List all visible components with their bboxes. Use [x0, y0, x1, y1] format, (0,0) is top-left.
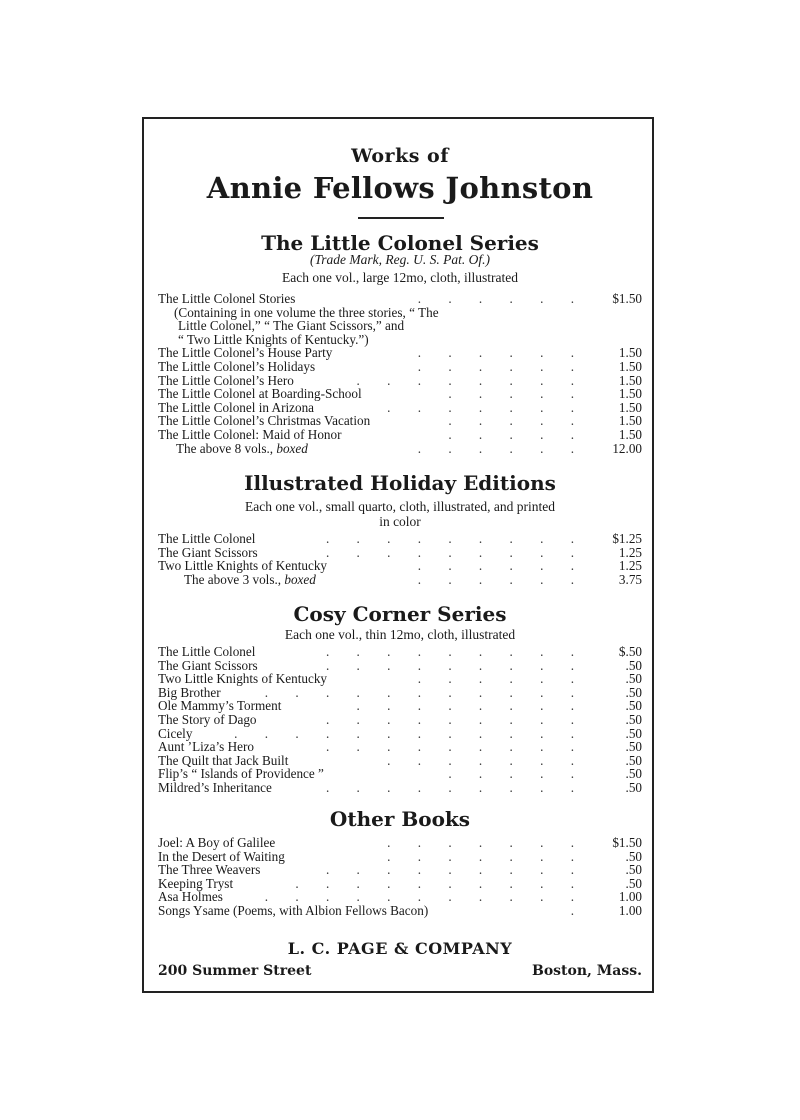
little-colonel-format-line: Each one vol., large 12mo, cloth, illustrated: [282, 270, 518, 285]
contents-note: [158, 306, 584, 347]
book-price: .50: [625, 766, 642, 782]
book-price: $.50: [618, 644, 642, 659]
book-title: Ole Mammy’s Torment: [158, 698, 282, 714]
book-price: $1.50: [612, 291, 642, 306]
book-title: The Three Weavers: [158, 862, 261, 878]
book-title: The Little Colonel’s House Party: [158, 345, 333, 361]
list-item: [158, 414, 642, 428]
list-item: [158, 699, 642, 713]
book-title: The Little Colonel’s Holidays: [158, 358, 316, 374]
boxed-word: boxed: [276, 440, 308, 456]
list-item: [158, 740, 642, 754]
book-price: 1.25: [618, 544, 642, 560]
title-rule: [358, 217, 444, 219]
book-price: .50: [625, 657, 642, 673]
note-line: Little Colonel,” “ The Giant Scissors,” and: [178, 318, 405, 334]
list-item: [158, 645, 642, 659]
book-price: 12.00: [612, 440, 642, 456]
dot-leader: . . . . . . .: [387, 849, 586, 864]
book-price: 3.75: [618, 571, 642, 587]
dot-leader: . . . . . .: [417, 572, 586, 587]
dot-leader: . . . . . . . . . . . .: [234, 726, 586, 741]
list-item: [158, 387, 642, 401]
book-price: 1.00: [618, 889, 642, 905]
list-item: [158, 767, 642, 781]
book-title: In the Desert of Waiting: [158, 848, 285, 864]
other-books-list: [158, 836, 642, 918]
book-price: .50: [625, 671, 642, 687]
dot-leader: . . . . . .: [417, 359, 586, 374]
list-item-boxed-set: [158, 573, 642, 587]
book-price: 1.50: [618, 345, 642, 361]
publisher-city: Boston, Mass.: [532, 963, 642, 979]
cosy-corner-format-line: Each one vol., thin 12mo, cloth, illustrated: [284, 627, 516, 642]
dot-leader: . . . . .: [448, 414, 586, 428]
list-item: [158, 546, 642, 560]
dot-leader: . . . . .: [448, 427, 586, 442]
book-title: Two Little Knights of Kentucky: [158, 671, 328, 687]
book-title: The Little Colonel’s Hero: [158, 372, 294, 388]
dot-leader: . . . . . . . .: [356, 699, 586, 713]
list-item: [158, 346, 642, 360]
list-item: [158, 754, 642, 768]
list-item: [158, 781, 642, 795]
dot-leader: . . . . . .: [417, 346, 586, 360]
dot-leader: . . . . . . . . .: [325, 658, 586, 673]
author-heading: Annie Fellows Johnston: [206, 171, 594, 205]
book-title: Two Little Knights of Kentucky: [158, 558, 328, 574]
book-price: .50: [625, 739, 642, 755]
dot-leader: . . . . . .: [417, 441, 586, 456]
little-colonel-series-title: The Little Colonel Series: [261, 231, 539, 255]
dot-leader: . . . . . . . . . .: [295, 876, 586, 891]
list-item: [158, 360, 642, 374]
note-line: (Containing in one volume the three stories, “ The: [174, 304, 439, 320]
list-item: [158, 686, 642, 700]
book-price: .50: [625, 848, 642, 864]
little-colonel-list: [158, 292, 642, 455]
list-item: [158, 401, 642, 415]
holiday-format-line-2: in color: [379, 514, 421, 529]
book-title: The Little Colonel: [158, 531, 256, 546]
dot-leader: . . . . . . .: [387, 836, 586, 850]
other-books-title: Other Books: [329, 807, 471, 831]
dot-leader: . . . . .: [448, 387, 586, 401]
book-price: 1.00: [618, 902, 642, 918]
dot-leader: . . . . . . . . .: [325, 712, 586, 727]
book-price: .50: [625, 752, 642, 768]
dot-leader: . . . . . . . . . . .: [264, 890, 586, 904]
boxed-word: boxed: [284, 571, 316, 587]
book-price: 1.50: [618, 372, 642, 388]
book-price: .50: [625, 698, 642, 714]
book-price: 1.50: [618, 358, 642, 374]
list-item: [158, 672, 642, 686]
book-price: .50: [625, 875, 642, 891]
dot-leader: . . . . . .: [417, 559, 586, 573]
dot-leader: . . . . . . . . .: [325, 863, 586, 877]
list-item: [158, 836, 642, 850]
list-item: [158, 877, 642, 891]
dot-leader: . . . . . . . . .: [325, 780, 586, 795]
list-item-boxed-set: [158, 442, 642, 456]
book-price: 1.50: [618, 386, 642, 402]
dot-leader: . . . . . . . . .: [325, 645, 586, 659]
list-item: [158, 850, 642, 864]
cosy-corner-list: [158, 645, 642, 795]
list-item: [158, 904, 642, 918]
book-price: .50: [625, 684, 642, 700]
works-of-heading: Works of: [351, 145, 449, 167]
book-title: The Giant Scissors: [158, 544, 258, 560]
dot-leader: . . . . .: [448, 767, 586, 781]
book-price: 1.25: [618, 558, 642, 574]
boxed-set-label: The above 8 vols.,: [176, 440, 274, 456]
dot-leader: . . . . . . .: [387, 753, 586, 768]
book-title: Big Brother: [158, 684, 221, 700]
dot-leader: . . . . . . . . .: [325, 740, 586, 754]
book-title: The Little Colonel at Boarding-School: [158, 386, 362, 402]
book-title: The Story of Dago: [158, 711, 257, 727]
book-price: 1.50: [618, 413, 642, 429]
book-title: The Little Colonel’s Christmas Vacation: [158, 413, 371, 429]
list-item: [158, 727, 642, 741]
publisher-name: L. C. PAGE & COMPANY: [287, 939, 513, 958]
cosy-corner-series-title: Cosy Corner Series: [293, 602, 507, 626]
dot-leader: . . . . . . . . . . .: [264, 685, 586, 700]
book-price: 1.50: [618, 426, 642, 442]
book-title: Keeping Tryst: [158, 875, 234, 891]
book-title: Mildred’s Inheritance: [158, 779, 272, 795]
book-title: Asa Holmes: [158, 889, 223, 905]
book-title: The Little Colonel: [158, 644, 256, 659]
book-price: .50: [625, 711, 642, 727]
dot-leader: . . . . . .: [417, 672, 586, 686]
list-item: [158, 428, 642, 442]
book-title: Cicely: [158, 725, 193, 741]
holiday-editions-title: Illustrated Holiday Editions: [244, 471, 556, 495]
book-price: $1.25: [612, 531, 642, 546]
dot-leader: . . . . . . . . .: [325, 545, 586, 560]
list-item: [158, 292, 642, 306]
note-line: “ Two Little Knights of Kentucky.”): [178, 331, 369, 347]
book-price: 1.50: [618, 399, 642, 415]
book-title: Joel: A Boy of Galilee: [158, 835, 276, 850]
dot-leader: . . . . . . . .: [356, 373, 586, 388]
list-item: [158, 559, 642, 573]
publisher-address: [158, 963, 642, 979]
book-title: The Little Colonel: Maid of Honor: [158, 426, 342, 442]
book-title: The Giant Scissors: [158, 657, 258, 673]
book-title: Flip’s “ Islands of Providence ”: [158, 766, 324, 782]
holiday-editions-list: [158, 532, 642, 586]
publisher-street: 200 Summer Street: [158, 963, 312, 979]
book-title: The Little Colonel Stories: [158, 291, 296, 306]
book-price: $1.50: [612, 835, 642, 850]
dot-leader: . . . . . . .: [387, 400, 586, 415]
dot-leader: . . . . . . . . .: [325, 532, 586, 546]
list-item: [158, 532, 642, 546]
page-frame: [142, 117, 654, 993]
book-title: The Little Colonel in Arizona: [158, 399, 315, 415]
list-item: [158, 890, 642, 904]
book-title: Songs Ysame (Poems, with Albion Fellows Bacon): [158, 902, 429, 918]
book-price: .50: [625, 779, 642, 795]
book-price: .50: [625, 862, 642, 878]
dot-leader: .: [570, 903, 586, 918]
dot-leader: . . . . . .: [417, 292, 586, 306]
list-item: [158, 713, 642, 727]
book-title: The Quilt that Jack Built: [158, 752, 289, 768]
list-item: [158, 659, 642, 673]
trademark-line: (Trade Mark, Reg. U. S. Pat. Of.): [310, 252, 490, 267]
boxed-set-label: The above 3 vols.,: [184, 571, 282, 587]
holiday-format-line-1: Each one vol., small quarto, cloth, illustrated, and printed: [244, 499, 556, 514]
book-title: Aunt ’Liza’s Hero: [158, 739, 254, 755]
list-item: [158, 374, 642, 388]
list-item: [158, 863, 642, 877]
book-price: .50: [625, 725, 642, 741]
